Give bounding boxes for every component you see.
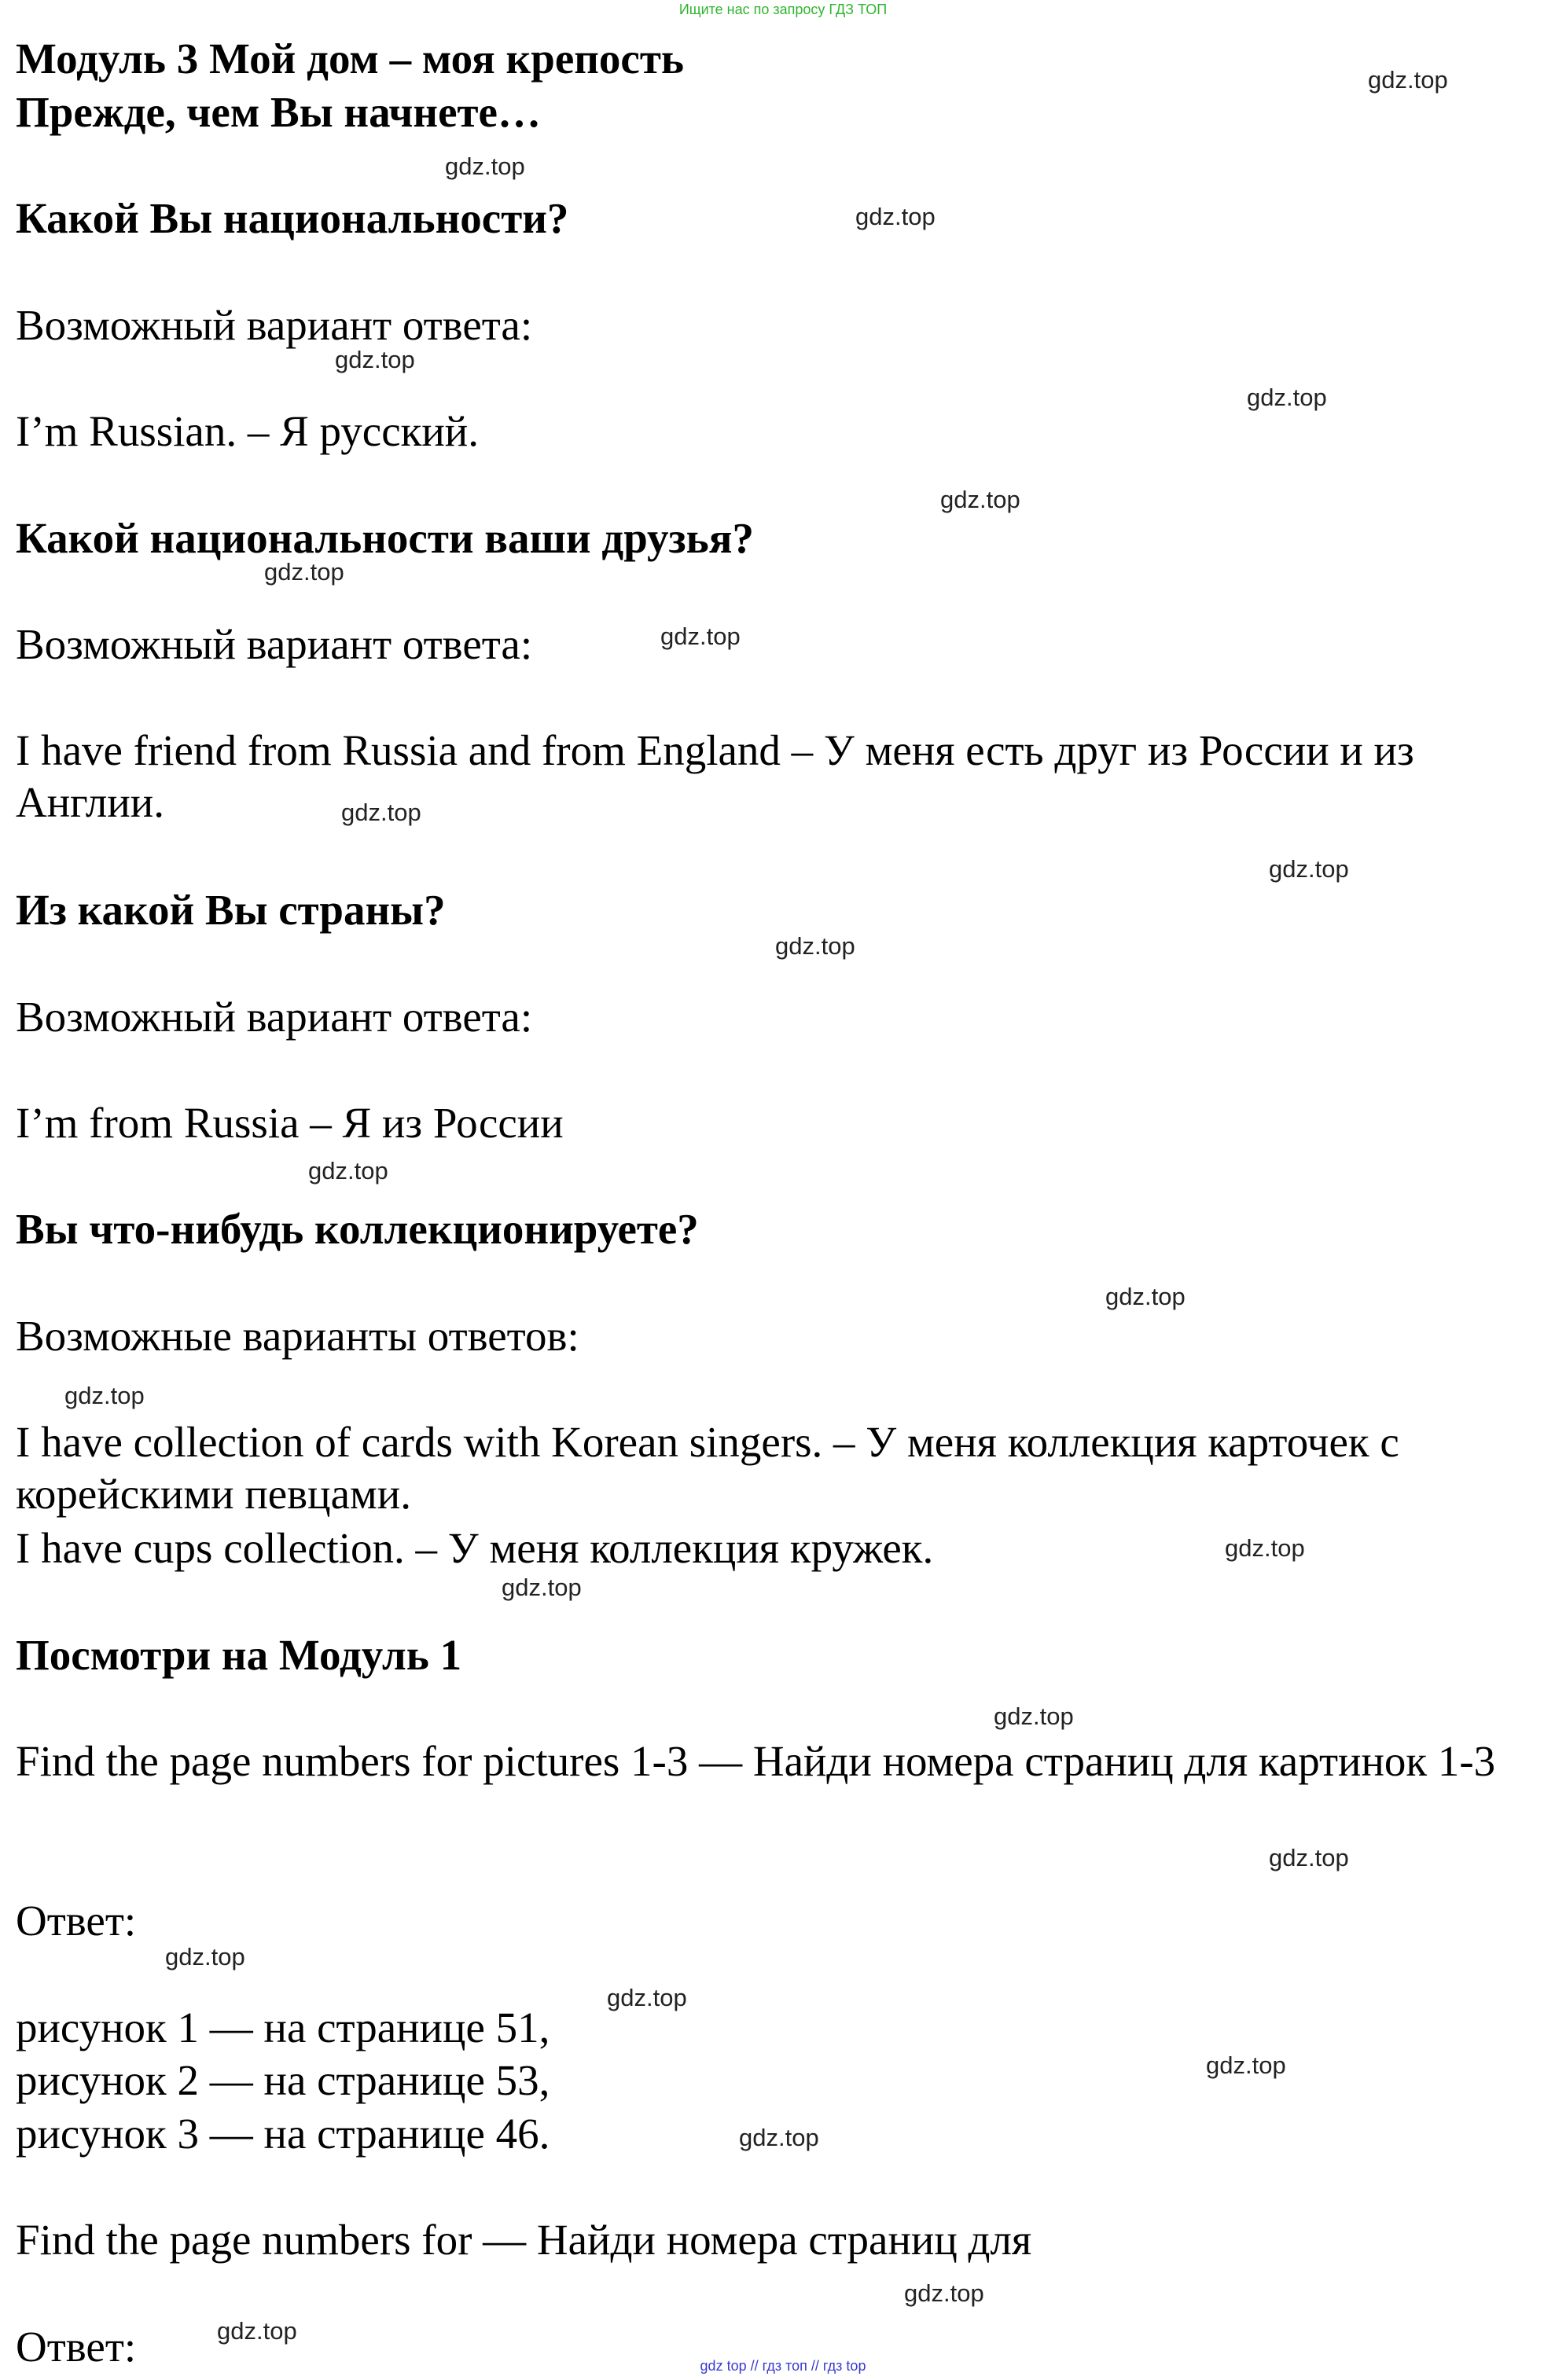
watermark: gdz.top (1269, 1844, 1349, 1871)
watermark: gdz.top (904, 2279, 984, 2307)
watermark: gdz.top (1206, 2051, 1286, 2079)
answer-label: Возможный вариант ответа: (16, 993, 533, 1041)
watermark: gdz.top (335, 346, 415, 373)
watermark: gdz.top (308, 1157, 388, 1184)
watermark: gdz.top (855, 203, 936, 230)
answer-label: Возможный вариант ответа: (16, 301, 533, 349)
watermark: gdz.top (1247, 384, 1327, 411)
watermark: gdz.top (1269, 855, 1349, 883)
answer-collect-cups: I have cups collection. – У меня коллекция кружек. (16, 1524, 934, 1572)
answer-picture-3: рисунок 3 — на странице 46. (16, 2110, 550, 2158)
answer-label: Ответ: (16, 1897, 137, 1945)
task-page-numbers-2: Find the page numbers for — Найди номера страниц для (16, 2216, 1032, 2264)
module-title: Модуль 3 Мой дом – моя крепость (16, 35, 684, 83)
watermark: gdz.top (1368, 66, 1448, 94)
answer-collect-cards: I have collection of cards with Korean singers. – У меня коллекция карточек с корейскими певцами. (16, 1418, 1399, 1518)
top-search-hint[interactable]: Ищите нас по запросу ГДЗ ТОП (678, 2, 888, 17)
task-page-numbers: Find the page numbers for pictures 1-3 — Найди номера страниц для картинок 1-3 (16, 1737, 1496, 1785)
watermark: gdz.top (940, 486, 1020, 513)
watermark: gdz.top (341, 799, 421, 826)
answer-friends: I have friend from Russia and from England – У меня есть друг из России и из Англии. (16, 726, 1414, 826)
answer-country: I’m from Russia – Я из России (16, 1099, 564, 1147)
answer-nationality: I’m Russian. – Я русский. (16, 407, 479, 455)
answer-label: Ответ: (16, 2323, 137, 2371)
question-collect: Вы что-нибудь коллекционируете? (16, 1205, 699, 1253)
watermark: gdz.top (165, 1943, 245, 1970)
module-subtitle: Прежде, чем Вы начнете… (16, 88, 541, 136)
watermark: gdz.top (502, 1574, 582, 1601)
watermark: gdz.top (739, 2124, 819, 2151)
question-country: Из какой Вы страны? (16, 886, 446, 934)
answers-label: Возможные варианты ответов: (16, 1312, 579, 1360)
watermark: gdz.top (775, 932, 855, 960)
watermark: gdz.top (660, 623, 741, 650)
footer-links[interactable]: gdz top // гдз топ // гдз top (700, 2358, 866, 2374)
watermark: gdz.top (1105, 1283, 1186, 1310)
watermark: gdz.top (264, 558, 344, 586)
question-friends-nationality: Какой национальности ваши друзья? (16, 514, 755, 562)
watermark: gdz.top (994, 1702, 1074, 1730)
watermark: gdz.top (64, 1382, 145, 1409)
question-nationality: Какой Вы национальности? (16, 194, 569, 242)
watermark: gdz.top (1225, 1534, 1305, 1562)
answer-label: Возможный вариант ответа: (16, 620, 533, 668)
answer-picture-1: рисунок 1 — на странице 51, (16, 2004, 550, 2051)
watermark: gdz.top (445, 152, 525, 180)
answer-picture-2: рисунок 2 — на странице 53, (16, 2056, 550, 2104)
watermark: gdz.top (217, 2317, 297, 2345)
section-module-1: Посмотри на Модуль 1 (16, 1631, 462, 1679)
watermark: gdz.top (607, 1984, 687, 2011)
